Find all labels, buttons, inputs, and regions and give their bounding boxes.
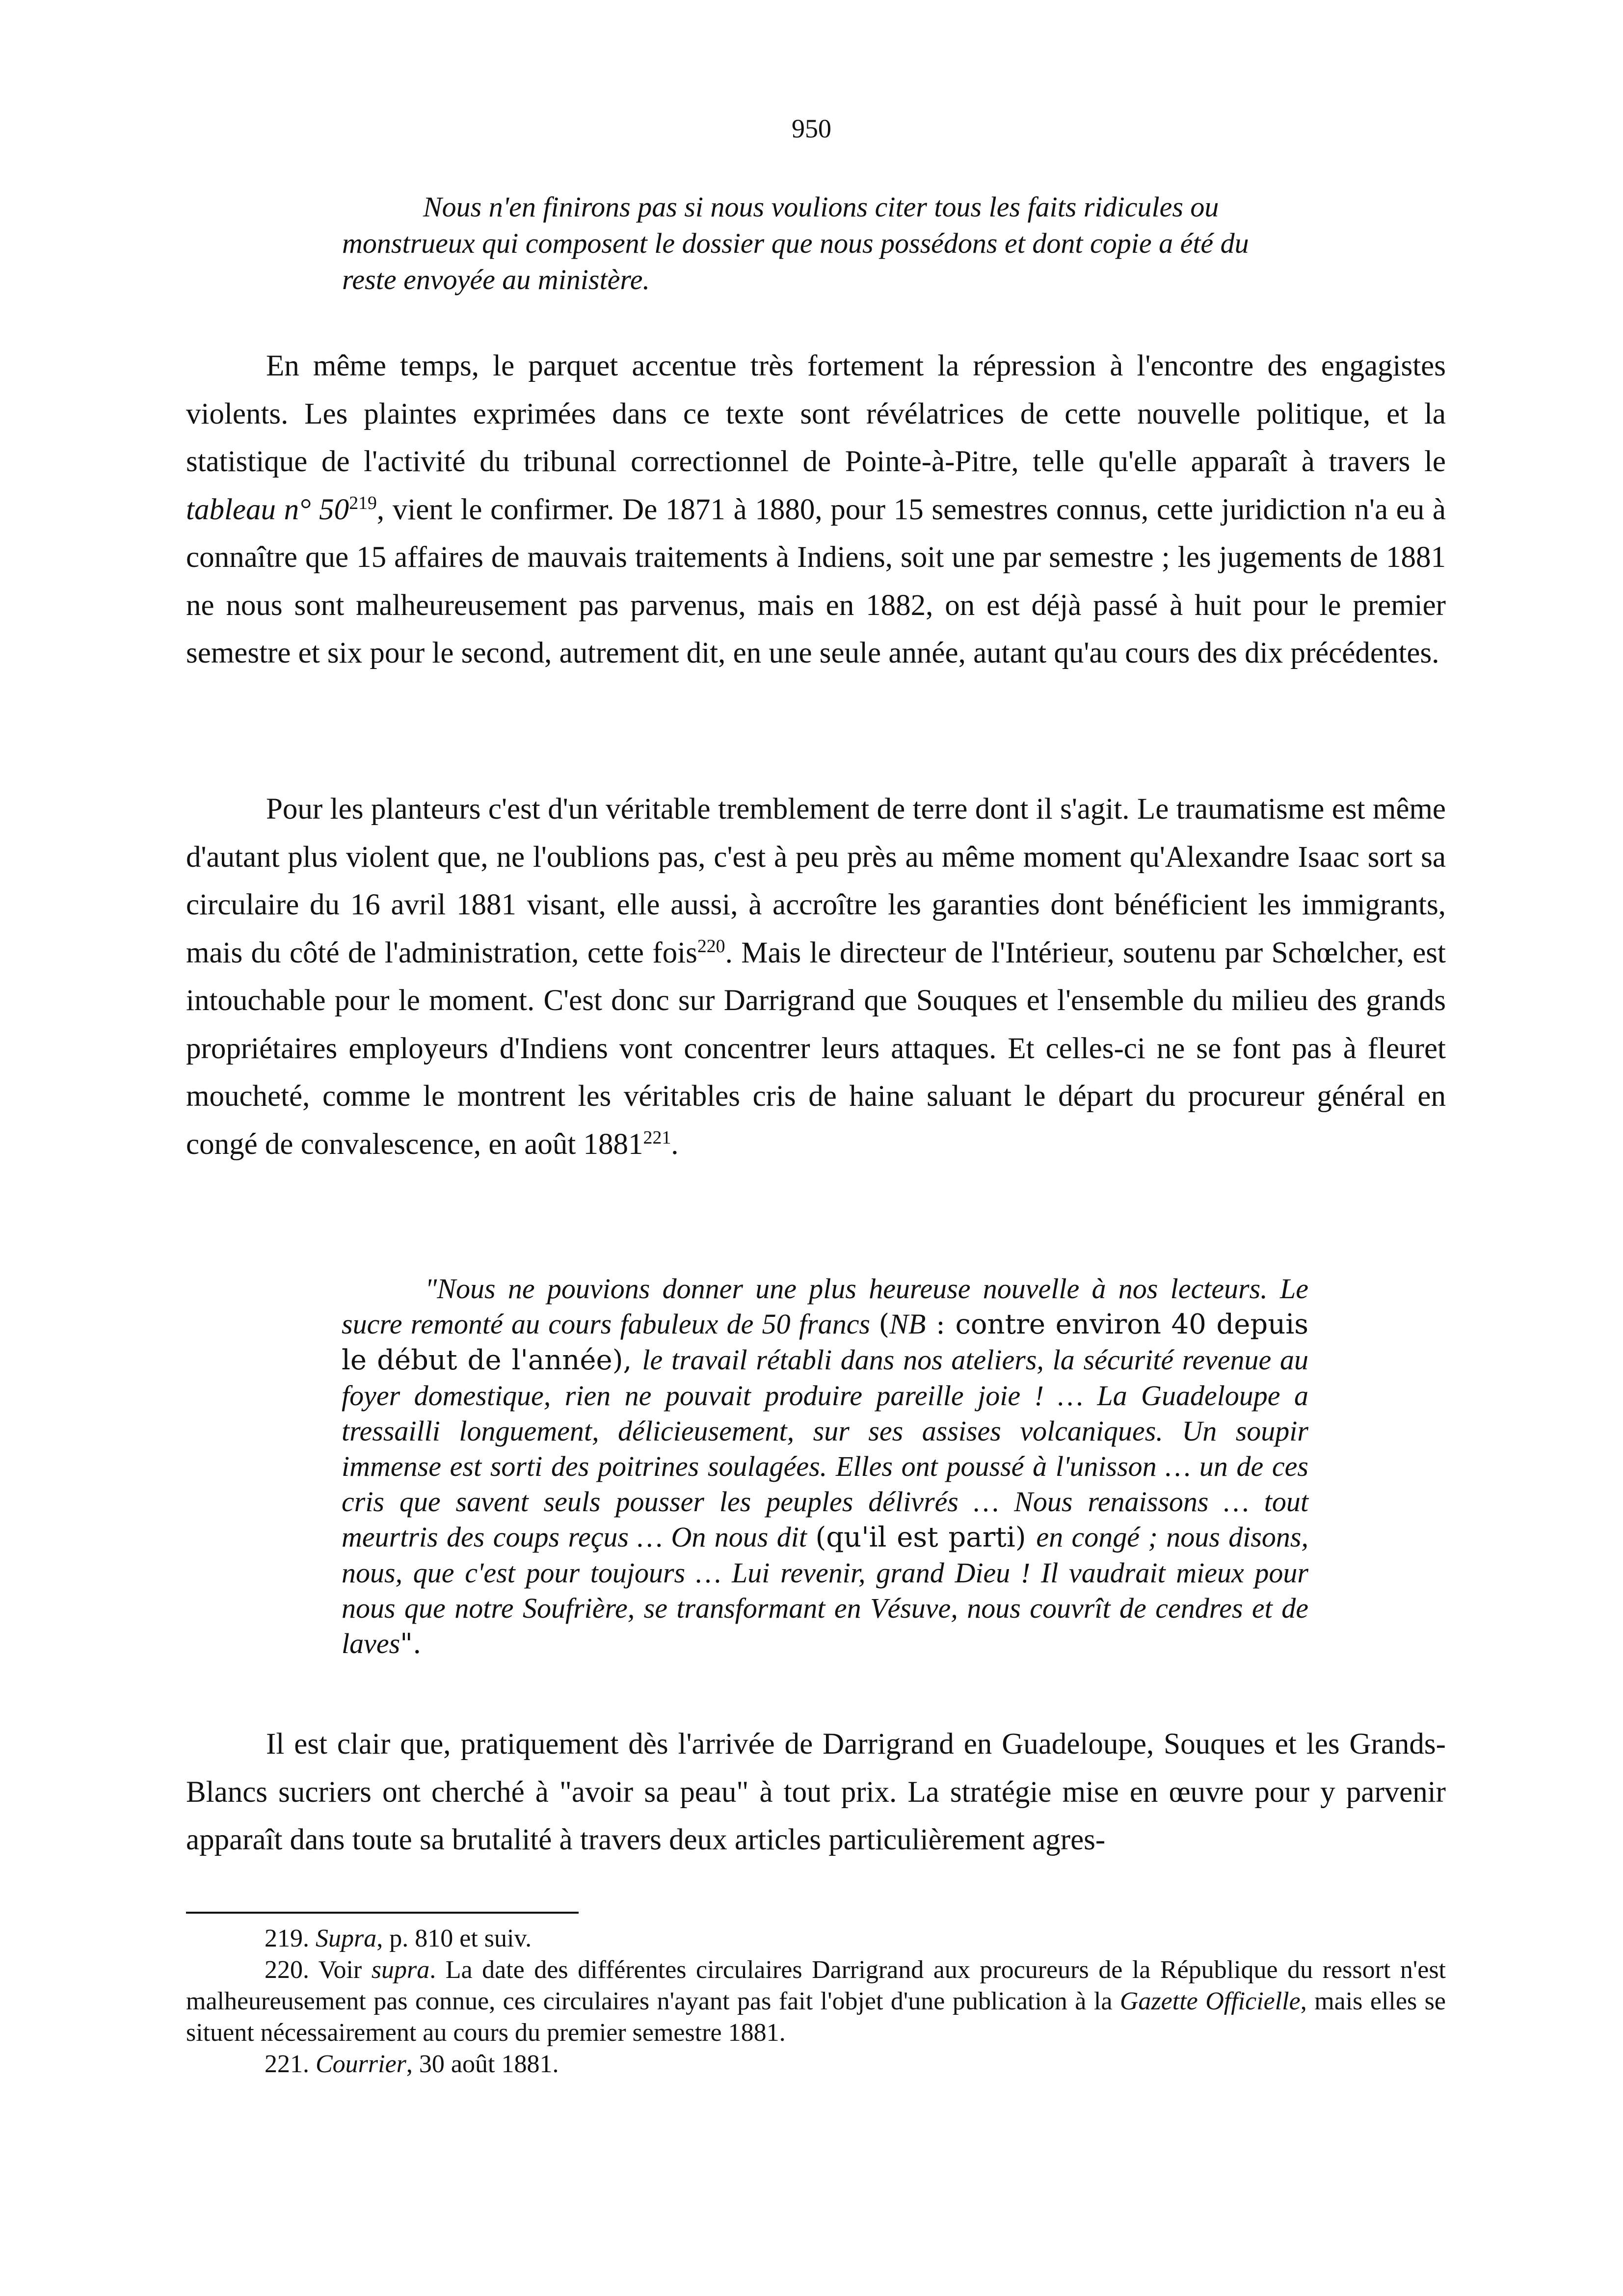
footnote-text: Voir [318, 1956, 372, 1984]
footnote-italic: Courrier [316, 2050, 406, 2078]
paragraph-2-text-b: . Mais le directeur de l'Intérieur, soutenu par Schœlcher, est intouchable pour le moment. C'est donc sur Darrigrand que Souques et l'ensemble du milieu des grands propriétaires employeurs d'Indiens vont concentrer leurs attaques. Et celles-ci ne se font pas à fleuret moucheté, comme le montrent les véritables cris de haine saluant le départ du procureur général en congé de convalescence, en août 1881 [186, 936, 1446, 1161]
page-number: 950 [792, 114, 831, 143]
footnote-text: , p. 810 et suiv. [376, 1924, 532, 1952]
quote-segment: en congé ; nous disons, nous, que c'est pour toujours … Lui revenir, grand Dieu ! Il vaudrait mieux pour nous que notre Soufrière, se transformant en Vésuve, nous couvrît de cendres et de laves [342, 1521, 1308, 1659]
footnote-221 [186, 2049, 1446, 2080]
footnote-220 [186, 1954, 1446, 2049]
footnote-number: 220. [265, 1956, 319, 1984]
table-reference: tableau n° 50 [186, 493, 349, 526]
quote-segment: NB [889, 1308, 926, 1340]
footnote-italic: supra [371, 1956, 430, 1984]
footnote-text: , 30 août 1881. [406, 2050, 559, 2078]
footnote-ref-220[interactable]: 220 [697, 935, 725, 957]
footnote-number: 219. [265, 1924, 316, 1952]
quote-segment: "Nous ne pouvions donner une plus heureuse nouvelle à nos lecteurs. Le sucre remonté au cours fabuleux de 50 francs [342, 1273, 1308, 1340]
paragraph-1-text-b: , vient le confirmer. De 1871 à 1880, pour 15 semestres connus, cette juridiction n'a eu à connaître que 15 affaires de mauvais traitements à Indiens, soit une par semestre ; les jugements de 1881 ne nous sont malheureusement pas parvenus, mais en 1882, on est déjà passé à huit pour le premier semestre et six pour le second, autrement dit, en une seule année, autant qu'au cours des dix précédentes. [186, 493, 1446, 669]
block-quote-middle [342, 1271, 1308, 1662]
footnote-ref-219[interactable]: 219 [349, 492, 377, 513]
footnote-219 [186, 1923, 1446, 1954]
footnote-ref-221[interactable]: 221 [643, 1127, 671, 1148]
footnote-italic: Gazette Officielle [1119, 1987, 1301, 2015]
paragraph-2-text-c: . [671, 1127, 679, 1161]
paragraph-1-text-a: En même temps, le parquet accentue très fortement la répression à l'encontre des engagistes violents. Les plaintes exprimées dans ce texte sont révélatrices de cette nouvelle politique, et la statistique de l'activité du tribunal correctionnel de Pointe-à-Pitre, telle qu'elle apparaît à travers le [186, 349, 1446, 478]
paragraph-3: Il est clair que, pratiquement dès l'arrivée de Darrigrand en Guadeloupe, Souques et les Grands-Blancs sucriers ont cherché à "avoir sa peau" à tout prix. La stratégie mise en œuvre pour y parvenir apparaît dans toute sa brutalité à travers deux articles particulièrement agres- [186, 1728, 1446, 1856]
footnotes [186, 1923, 1446, 2080]
footnote-separator [186, 1912, 579, 1914]
block-quote-top: Nous n'en finirons pas si nous voulions citer tous les faits ridicules ou monstrueux qui composent le dossier que nous possédons et dont copie a été du reste envoyée au ministère. [342, 191, 1249, 295]
footnote-number: 221. [265, 2050, 316, 2078]
quote-segment: ". [400, 1628, 422, 1660]
footnote-italic: Supra [316, 1924, 377, 1952]
editor-note: : contre environ 40 depuis le début de l'année), [342, 1308, 1308, 1376]
quote-segment: le travail rétabli dans nos ateliers, la sécurité revenue au foyer domestique, rien ne pouvait produire pareille joie ! … La Guadeloupe a tressailli longuement, délicieusement, sur ses assises volcaniques. Un soupir immense est sorti des poitrines soulagées. Elles ont poussé à l'unisson … un de ces cris que savent seuls pousser les peuples délivrés … Nous renaissons … tout meurtris des coups reçus … On nous dit [342, 1344, 1308, 1553]
footnote-text: . La date des différentes circulaires Darrigrand aux procureurs de la République du ressort n'est malheureusement pas connue, ces circulaires n'ayant pas fait l'objet d'une publication à la [186, 1956, 1446, 2015]
paragraph-2-text-a: Pour les planteurs c'est d'un véritable tremblement de terre dont il s'agit. Le traumatisme est même d'autant plus violent que, ne l'oublions pas, c'est à peu près au même moment qu'Alexandre Isaac sort sa circulaire du 16 avril 1881 visant, elle aussi, à accroître les garanties dont bénéficient les immigrants, mais du côté de l'administration, cette fois [186, 793, 1446, 969]
editor-note: (qu'il est parti) [815, 1522, 1037, 1553]
quote-segment: ( [878, 1308, 890, 1340]
paragraph-1 [186, 342, 1446, 677]
paragraph-2 [186, 785, 1446, 1168]
footnote-text: , mais elles se situent nécessairement au cours du premier semestre 1881. [186, 1987, 1446, 2047]
